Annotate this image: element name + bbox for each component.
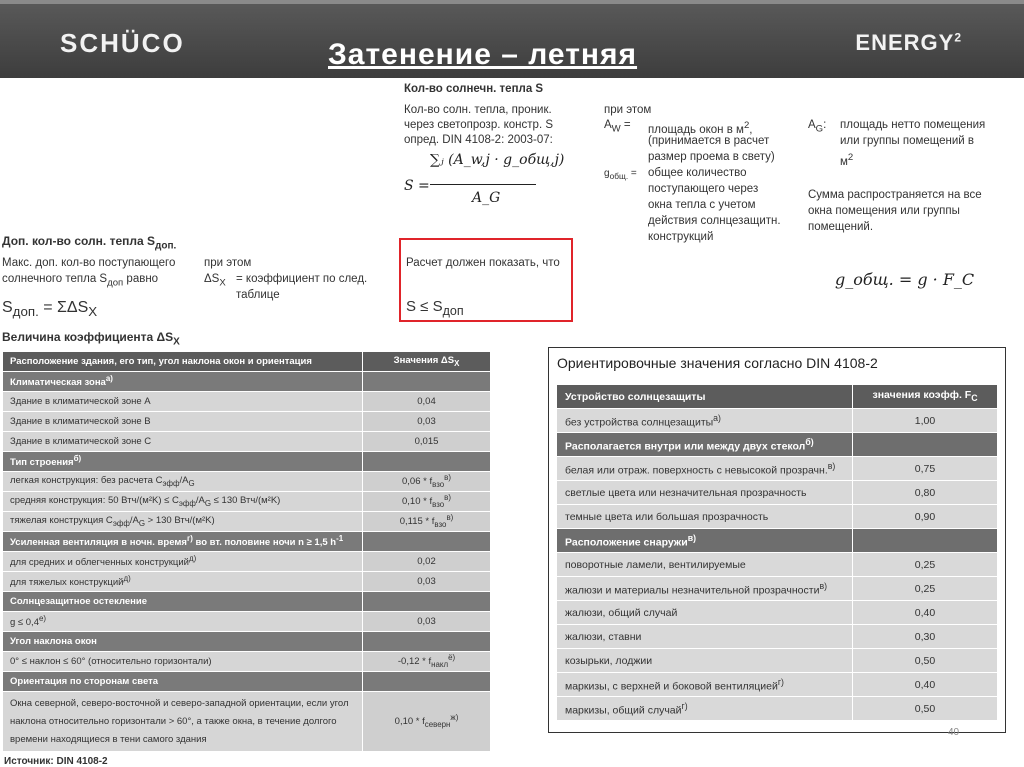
row-label: маркизы, с верхней и боковой вентиляцией bbox=[565, 680, 778, 693]
row-label: средняя конструкция: 50 Втч/(м²K) ≤ C bbox=[10, 495, 179, 507]
table1-label-cell bbox=[3, 632, 363, 652]
table1-label-cell bbox=[3, 392, 363, 412]
row-label-rest: /A bbox=[195, 495, 205, 507]
schuco-logo: SCHÜCO bbox=[60, 28, 185, 58]
row-label: Окна северной, северо-восточной и северо-западной ориентации, если угол наклона относительно горизонтали > 60°, а также окна, в течение долгого времени находящиеся в тени самого здания bbox=[10, 697, 349, 745]
row-value-sub: взо bbox=[434, 520, 447, 530]
row-label: маркизы, общий случай bbox=[565, 704, 682, 717]
table2-value-cell bbox=[853, 529, 998, 553]
table1-row bbox=[3, 432, 491, 452]
row-value-note: в) bbox=[444, 473, 451, 483]
row-value-note: ж) bbox=[450, 713, 459, 723]
row-value: -0,12 * f bbox=[397, 656, 432, 668]
table2-row bbox=[557, 601, 998, 625]
table1-label-cell bbox=[3, 572, 363, 592]
table2-row bbox=[557, 697, 998, 721]
table2-label-cell bbox=[557, 433, 853, 457]
slide-header bbox=[0, 0, 1024, 78]
row-value: 0,03 bbox=[417, 416, 436, 427]
row-label: Расположение снаружи bbox=[565, 536, 688, 549]
table1-value-cell bbox=[363, 572, 491, 592]
table1-label-cell bbox=[3, 652, 363, 672]
page-number: 40 bbox=[948, 727, 960, 738]
table1-value-cell bbox=[363, 472, 491, 492]
table1-section-row bbox=[3, 632, 491, 652]
table2-label-cell bbox=[557, 577, 853, 601]
table1-value-cell bbox=[363, 392, 491, 412]
row-label-sub: эфф bbox=[162, 478, 180, 488]
formula-s-lhs: S = bbox=[404, 178, 430, 194]
row-label-rest-end: ≤ 130 Втч/(м²K) bbox=[211, 495, 281, 507]
table1-value-cell bbox=[363, 632, 491, 652]
table2-label-cell bbox=[557, 481, 853, 505]
row-label-rest-sub: G bbox=[204, 498, 212, 508]
table1-title: Величина коэффициента $\Delta S_X$ bbox=[2, 330, 180, 348]
row-label-note: б) bbox=[805, 436, 814, 447]
g-symbol: $g_{общ.}$ = bbox=[604, 168, 637, 181]
row-label-note: а) bbox=[105, 374, 113, 384]
table1-value-cell bbox=[363, 372, 491, 392]
table2-value-cell: 0,50 bbox=[853, 697, 998, 721]
g-text-3: окна тепла с учетом bbox=[648, 199, 756, 211]
row-value: 0,015 bbox=[414, 436, 439, 447]
row-value: 0,10 * f bbox=[394, 716, 425, 728]
table2-label-cell bbox=[557, 553, 853, 577]
dsx-text-1: = коэффициент по след. bbox=[236, 273, 368, 285]
sum-note-2: окна помещения или группы bbox=[808, 205, 960, 217]
table2-row bbox=[557, 553, 998, 577]
ag-text-3: $м^2$ bbox=[840, 152, 854, 168]
g-text-4: действия солнцезащитн. bbox=[648, 215, 781, 227]
ag-symbol: $A_G$: bbox=[808, 119, 827, 135]
row-label-rest-end: > 130 Втч/(м²K) bbox=[145, 515, 215, 527]
table1-value-cell bbox=[363, 452, 491, 472]
row-label: без устройства солнцезащиты bbox=[565, 416, 714, 429]
row-label-sub: эфф bbox=[178, 498, 196, 508]
table2-value-cell: 0,50 bbox=[853, 649, 998, 673]
table2-value-cell: 0,30 bbox=[853, 625, 998, 649]
table1-header-col1: Расположение здания, его тип, угол наклона окон и ориентация bbox=[3, 352, 363, 372]
row-label: темные цвета или большая прозрачность bbox=[565, 510, 769, 523]
table1-value-cell bbox=[363, 612, 491, 632]
formula-g-total: g_общ. = g · F_C bbox=[835, 270, 975, 289]
solar-desc-2: через светопрозр. констр. S bbox=[404, 119, 554, 131]
row-label-note: д) bbox=[123, 574, 131, 584]
table1-value-cell bbox=[363, 432, 491, 452]
extra-desc-1: Макс. доп. кол-во поступающего bbox=[2, 257, 176, 269]
row-label: для средних и облегченных конструкций bbox=[10, 557, 189, 569]
row-value-note: в) bbox=[444, 493, 451, 503]
aw-text-2: (принимается в расчет bbox=[648, 135, 770, 147]
table1-section-row bbox=[3, 532, 491, 552]
solar-where: при этом bbox=[604, 104, 652, 116]
row-label: Усиленная вентиляция в ночн. время bbox=[10, 537, 187, 549]
row-label-end: во вт. половине ночи n ≥ 1,5 h bbox=[192, 537, 337, 549]
table1-label-cell bbox=[3, 372, 363, 392]
g-text-1: общее количество bbox=[648, 167, 747, 179]
row-label: светлые цвета или незначительная прозрачность bbox=[565, 486, 807, 499]
table1-label-cell bbox=[3, 532, 363, 552]
table2-header-col1: Устройство солнцезащиты bbox=[557, 385, 853, 409]
row-label: g ≤ 0,4 bbox=[10, 617, 39, 629]
table1-value-cell bbox=[363, 412, 491, 432]
table2-label-cell bbox=[557, 625, 853, 649]
row-label-note: в) bbox=[687, 532, 697, 543]
extra-heading: Доп. кол-во солн. тепла $S_{доп.}$ bbox=[2, 234, 177, 252]
table1-label-cell bbox=[3, 412, 363, 432]
table2-value-cell: 0,90 bbox=[853, 505, 998, 529]
table1-section-row bbox=[3, 672, 491, 692]
table2-value-cell: 0,75 bbox=[853, 457, 998, 481]
table2-label-cell bbox=[557, 505, 853, 529]
aw-text-3: размер проема в свету) bbox=[648, 151, 775, 163]
table2-value-cell: 0,40 bbox=[853, 601, 998, 625]
aw-symbol: $A_W$ = bbox=[604, 119, 631, 135]
row-label: жалюзи, общий случай bbox=[565, 606, 678, 619]
table1-row bbox=[3, 392, 491, 412]
ag-text-2: или группы помещений в bbox=[840, 135, 975, 147]
formula-s-denominator: A_G bbox=[472, 190, 501, 206]
table1-value-cell bbox=[363, 552, 491, 572]
fc-values-table bbox=[556, 384, 998, 721]
table2-value-cell: 0,40 bbox=[853, 673, 998, 697]
table1-value-cell bbox=[363, 492, 491, 512]
row-value: 0,03 bbox=[417, 616, 436, 627]
table1-row bbox=[3, 472, 491, 492]
extra-desc-2: солнечного тепла $S_{доп}$ равно bbox=[2, 273, 159, 289]
row-value-sub: взо bbox=[432, 480, 445, 490]
table2-section-row bbox=[557, 529, 998, 553]
g-text-2: поступающего через bbox=[648, 183, 759, 195]
table2-row bbox=[557, 577, 998, 601]
row-value-note: в) bbox=[446, 513, 454, 523]
table2-row bbox=[557, 625, 998, 649]
table1-label-cell bbox=[3, 552, 363, 572]
row-value: 0,02 bbox=[417, 556, 436, 567]
table2-value-cell bbox=[853, 433, 998, 457]
solar-heading: Кол-во солнечн. тепла S bbox=[404, 83, 544, 95]
solar-desc-1: Кол-во солн. тепла, проник. bbox=[404, 104, 552, 116]
table1-label-cell bbox=[3, 692, 363, 752]
row-label: Здание в климатической зоне A bbox=[10, 396, 151, 407]
table1-row bbox=[3, 412, 491, 432]
table1-label-cell bbox=[3, 432, 363, 452]
row-label-note: е) bbox=[38, 614, 47, 624]
dsx-symbol: $\Delta S_X$ bbox=[204, 273, 226, 289]
sum-note-1: Сумма распространяется на все bbox=[808, 189, 982, 201]
row-label: Здание в климатической зоне B bbox=[10, 416, 151, 427]
table2-row bbox=[557, 409, 998, 433]
table2-value-cell: 0,25 bbox=[853, 577, 998, 601]
row-label-note: в) bbox=[819, 580, 828, 591]
row-value-sub: накл bbox=[431, 660, 449, 670]
extra-formula: $S_{доп.} = \Sigma\Delta S_X$ bbox=[2, 299, 98, 320]
header-top-line bbox=[0, 0, 1024, 4]
delta-sx-table bbox=[2, 351, 491, 752]
table1-label-cell bbox=[3, 672, 363, 692]
check-formula: $S \le S_{доп}$ bbox=[406, 298, 464, 318]
row-label: жалюзи, ставни bbox=[565, 630, 642, 643]
table2-value-cell: 1,00 bbox=[853, 409, 998, 433]
table1-row bbox=[3, 692, 491, 752]
sum-note-3: помещений. bbox=[808, 221, 874, 233]
table1-row bbox=[3, 572, 491, 592]
ag-text-1: площадь нетто помещения bbox=[840, 119, 986, 131]
row-value: 0,03 bbox=[417, 576, 436, 587]
table2-row bbox=[557, 673, 998, 697]
row-value: 0,115 * f bbox=[399, 516, 435, 528]
check-text: Расчет должен показать, что bbox=[406, 257, 560, 269]
row-label-end-sup: -1 bbox=[336, 534, 344, 544]
table1-value-cell bbox=[363, 512, 491, 532]
row-label: Здание в климатической зоне C bbox=[10, 436, 152, 447]
dsx-text-2: таблице bbox=[236, 289, 280, 301]
extra-where: при этом bbox=[204, 257, 252, 269]
table2-row bbox=[557, 481, 998, 505]
row-label: Располагается внутри или между двух стекол bbox=[565, 440, 806, 453]
row-label: козырьки, лоджии bbox=[565, 654, 653, 667]
energy-logo: ENERGY$^2$ bbox=[855, 30, 962, 55]
row-label-note: б) bbox=[73, 454, 82, 464]
row-label: 0° ≤ наклон ≤ 60° (относительно горизонтали) bbox=[10, 656, 212, 667]
table2-label-cell bbox=[557, 673, 853, 697]
table1-header-row bbox=[3, 352, 491, 372]
row-label-sub: эфф bbox=[112, 518, 130, 528]
table2-value-cell: 0,25 bbox=[853, 553, 998, 577]
row-label-note: в) bbox=[827, 460, 836, 471]
table2-label-cell bbox=[557, 529, 853, 553]
row-label: Климатическая зона bbox=[10, 377, 106, 389]
row-value: 0,04 bbox=[417, 396, 436, 407]
row-value-note: ё) bbox=[448, 653, 456, 663]
table1-label-cell bbox=[3, 512, 363, 532]
table2-row bbox=[557, 649, 998, 673]
table2-label-cell bbox=[557, 409, 853, 433]
table1-section-row bbox=[3, 372, 491, 392]
table2-row bbox=[557, 457, 998, 481]
table1-row bbox=[3, 552, 491, 572]
aw-text-1: площадь окон в $м^2$, bbox=[648, 120, 753, 136]
table2-label-cell bbox=[557, 649, 853, 673]
table1-row bbox=[3, 612, 491, 632]
row-label: для тяжелых конструкций bbox=[10, 577, 124, 589]
table1-section-row bbox=[3, 592, 491, 612]
row-label-note: г) bbox=[186, 534, 193, 544]
row-label-rest-sub: G bbox=[188, 478, 195, 488]
table1-value-cell bbox=[363, 692, 491, 752]
table2-section-row bbox=[557, 433, 998, 457]
row-label-note: г) bbox=[681, 700, 688, 711]
table2-label-cell bbox=[557, 697, 853, 721]
table1-value-cell bbox=[363, 672, 491, 692]
table2-label-cell bbox=[557, 457, 853, 481]
row-label: жалюзи и материалы незначительной прозрачности bbox=[565, 584, 820, 597]
table2-header-row bbox=[557, 385, 998, 409]
table1-value-cell bbox=[363, 532, 491, 552]
row-label-note: а) bbox=[713, 412, 721, 423]
row-label-rest: /A bbox=[129, 515, 139, 527]
row-label: Ориентация по сторонам света bbox=[10, 676, 159, 687]
row-label-rest: /A bbox=[179, 475, 189, 487]
row-label: белая или отраж. поверхность с невысокой прозрачн. bbox=[565, 464, 828, 477]
table1-source: Источник: DIN 4108-2 bbox=[4, 756, 108, 767]
table1-row bbox=[3, 652, 491, 672]
table1-value-cell bbox=[363, 592, 491, 612]
formula-fraction-line bbox=[430, 184, 536, 185]
table1-row bbox=[3, 512, 491, 532]
row-value: 0,10 * f bbox=[402, 496, 433, 508]
row-value-sub: взо bbox=[432, 500, 445, 510]
g-text-5: конструкций bbox=[648, 231, 714, 243]
table1-header-col2: Значения $\Delta S_X$ bbox=[363, 352, 491, 372]
row-label: Тип строения bbox=[10, 457, 74, 469]
row-label: легкая конструкция: без расчета C bbox=[10, 475, 163, 487]
table1-section-row bbox=[3, 452, 491, 472]
table1-value-cell bbox=[363, 652, 491, 672]
row-label-note: г) bbox=[777, 676, 784, 687]
row-value: 0,06 * f bbox=[402, 476, 433, 488]
row-label: Угол наклона окон bbox=[10, 636, 97, 647]
table2-value-cell: 0,80 bbox=[853, 481, 998, 505]
row-label: тяжелая конструкция C bbox=[10, 515, 113, 527]
formula-s-numerator: ∑ⱼ (A_w,j · g_общ,j) bbox=[430, 152, 565, 168]
table2-header-col2: значения коэфф. $F_C$ bbox=[853, 385, 998, 409]
table2-label-cell bbox=[557, 601, 853, 625]
table1-label-cell bbox=[3, 492, 363, 512]
table2-row bbox=[557, 505, 998, 529]
table1-label-cell bbox=[3, 592, 363, 612]
row-label: Солнцезащитное остекление bbox=[10, 596, 147, 607]
table2-title: Ориентировочные значения согласно DIN 4108-2 bbox=[557, 355, 878, 371]
row-label-rest-sub: G bbox=[138, 518, 145, 528]
table1-label-cell bbox=[3, 472, 363, 492]
row-value-sub: северн bbox=[424, 720, 451, 730]
table1-label-cell bbox=[3, 612, 363, 632]
row-label-note: д) bbox=[188, 554, 197, 564]
row-label: поворотные ламели, вентилируемые bbox=[565, 558, 746, 571]
solar-desc-3: опред. DIN 4108-2: 2003-07: bbox=[404, 134, 553, 146]
slide-title: Затенение – летняя bbox=[328, 38, 638, 71]
table1-label-cell bbox=[3, 452, 363, 472]
table1-row bbox=[3, 492, 491, 512]
